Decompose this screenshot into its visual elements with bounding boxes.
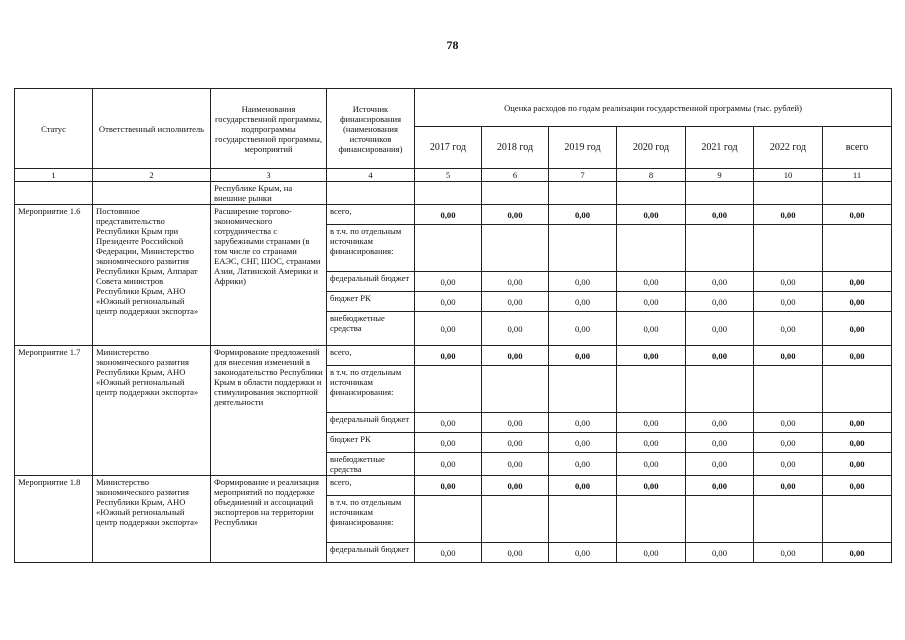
amount-cell: 0,00 (686, 413, 754, 433)
source-incl: в т.ч. по отдельным источникам финансирования: (327, 366, 415, 413)
amount-cell: 0,00 (617, 292, 686, 312)
measure-executor: Постоянное представительство Республики Крым при Президенте Российской Федерации, Министерство экономического развития Республики Крым, Аппарат Совета министров Республики Крым, АНО «Южный региональный центр поддержки экспорта» (93, 205, 211, 346)
amount-cell: 0,00 (482, 272, 549, 292)
amount-cell: 0,00 (686, 292, 754, 312)
col-number: 3 (211, 169, 327, 182)
col-number: 2 (93, 169, 211, 182)
source-total: всего, (327, 205, 415, 225)
col-number: 7 (549, 169, 617, 182)
amount-cell: 0,00 (482, 453, 549, 476)
header-name: Наименования государственной программы, подпрограммы государственной программы, мероприятий (211, 89, 327, 169)
empty-cell (617, 496, 686, 543)
amount-cell: 0,00 (754, 312, 823, 346)
amount-cell: 0,00 (415, 413, 482, 433)
year-total: всего (823, 127, 892, 169)
empty-cell (415, 366, 482, 413)
measure-row (15, 476, 892, 496)
amount-cell: 0,00 (823, 476, 892, 496)
measure-executor: Министерство экономического развития Республики Крым, АНО «Южный региональный центр поддержки экспорта» (93, 476, 211, 563)
amount-cell: 0,00 (482, 476, 549, 496)
measure-row (15, 346, 892, 366)
amount-cell: 0,00 (823, 205, 892, 225)
empty-cell (549, 496, 617, 543)
page-number: 78 (446, 38, 459, 52)
source-extra: внебюджетные средства (327, 453, 415, 476)
source-federal: федеральный бюджет (327, 413, 415, 433)
amount-cell: 0,00 (686, 346, 754, 366)
amount-cell: 0,00 (686, 312, 754, 346)
amount-cell: 0,00 (754, 453, 823, 476)
empty-cell (823, 225, 892, 272)
col-number: 6 (482, 169, 549, 182)
amount-cell: 0,00 (482, 292, 549, 312)
amount-cell: 0,00 (617, 346, 686, 366)
amount-cell: 0,00 (617, 312, 686, 346)
year-2021: 2021 год (686, 127, 754, 169)
col-numbers-row (15, 169, 892, 182)
empty-cell (415, 496, 482, 543)
empty-cell (617, 366, 686, 413)
amount-cell: 0,00 (482, 413, 549, 433)
year-2022: 2022 год (754, 127, 823, 169)
amount-cell: 0,00 (415, 476, 482, 496)
measure-status: Мероприятие 1.7 (15, 346, 93, 476)
measure-name: Расширение торгово-экономического сотрудничества с зарубежными странами (в том числе со странами ЕАЭС, СНГ, ШОС, странами Азии, Латинской Америки и Африки) (211, 205, 327, 346)
amount-cell: 0,00 (754, 476, 823, 496)
amount-cell: 0,00 (754, 272, 823, 292)
empty-cell (823, 366, 892, 413)
source-rk: бюджет РК (327, 292, 415, 312)
amount-cell: 0,00 (686, 476, 754, 496)
measure-name: Формирование предложений для внесения изменений в законодательство Республики Крым в области поддержки и стимулирования экспортной деятельности (211, 346, 327, 476)
source-incl: в т.ч. по отдельным источникам финансирования: (327, 496, 415, 543)
measure-status: Мероприятие 1.8 (15, 476, 93, 563)
amount-cell: 0,00 (754, 413, 823, 433)
amount-cell: 0,00 (823, 453, 892, 476)
empty-cell (754, 366, 823, 413)
continuation-text: Республике Крым, на внешние рынки (211, 182, 327, 205)
amount-cell: 0,00 (823, 413, 892, 433)
col-number: 1 (15, 169, 93, 182)
source-federal: федеральный бюджет (327, 543, 415, 563)
amount-cell: 0,00 (482, 346, 549, 366)
amount-cell: 0,00 (754, 433, 823, 453)
amount-cell: 0,00 (482, 543, 549, 563)
empty-cell (686, 225, 754, 272)
col-number: 4 (327, 169, 415, 182)
amount-cell: 0,00 (686, 272, 754, 292)
amount-cell: 0,00 (549, 205, 617, 225)
budget-table (14, 88, 892, 563)
empty-cell (823, 496, 892, 543)
empty-cell (617, 225, 686, 272)
amount-cell: 0,00 (549, 346, 617, 366)
col-number: 8 (617, 169, 686, 182)
header-executor: Ответственный исполнитель (93, 89, 211, 169)
amount-cell: 0,00 (754, 292, 823, 312)
amount-cell: 0,00 (415, 433, 482, 453)
continuation-row (15, 182, 892, 205)
amount-cell: 0,00 (754, 205, 823, 225)
amount-cell: 0,00 (482, 433, 549, 453)
col-number: 10 (754, 169, 823, 182)
empty-cell (482, 496, 549, 543)
amount-cell: 0,00 (415, 543, 482, 563)
amount-cell: 0,00 (549, 543, 617, 563)
amount-cell: 0,00 (415, 312, 482, 346)
header-status: Статус (15, 89, 93, 169)
amount-cell: 0,00 (686, 453, 754, 476)
empty-cell (482, 366, 549, 413)
year-2017: 2017 год (415, 127, 482, 169)
source-incl: в т.ч. по отдельным источникам финансирования: (327, 225, 415, 272)
amount-cell: 0,00 (482, 312, 549, 346)
empty-cell (686, 496, 754, 543)
amount-cell: 0,00 (415, 292, 482, 312)
amount-cell: 0,00 (823, 346, 892, 366)
measure-row (15, 205, 892, 225)
empty-cell (549, 225, 617, 272)
year-2018: 2018 год (482, 127, 549, 169)
source-total: всего, (327, 346, 415, 366)
header-source: Источник финансирования (наименования источников финансирования) (327, 89, 415, 169)
empty-cell (754, 225, 823, 272)
amount-cell: 0,00 (686, 205, 754, 225)
amount-cell: 0,00 (617, 433, 686, 453)
amount-cell: 0,00 (617, 476, 686, 496)
header-row (15, 89, 892, 127)
col-number: 5 (415, 169, 482, 182)
empty-cell (754, 496, 823, 543)
source-rk: бюджет РК (327, 433, 415, 453)
amount-cell: 0,00 (754, 543, 823, 563)
amount-cell: 0,00 (823, 312, 892, 346)
source-total: всего, (327, 476, 415, 496)
amount-cell: 0,00 (617, 205, 686, 225)
empty-cell (415, 225, 482, 272)
amount-cell: 0,00 (823, 433, 892, 453)
measure-executor: Министерство экономического развития Республики Крым, АНО «Южный региональный центр поддержки экспорта» (93, 346, 211, 476)
amount-cell: 0,00 (415, 453, 482, 476)
amount-cell: 0,00 (549, 272, 617, 292)
source-federal: федеральный бюджет (327, 272, 415, 292)
amount-cell: 0,00 (617, 272, 686, 292)
amount-cell: 0,00 (549, 413, 617, 433)
amount-cell: 0,00 (549, 292, 617, 312)
amount-cell: 0,00 (549, 433, 617, 453)
amount-cell: 0,00 (754, 346, 823, 366)
amount-cell: 0,00 (823, 292, 892, 312)
amount-cell: 0,00 (617, 413, 686, 433)
empty-cell (482, 225, 549, 272)
amount-cell: 0,00 (823, 543, 892, 563)
measure-name: Формирование и реализация мероприятий по поддержке объединений и ассоциаций экспортеров на территории Республики (211, 476, 327, 563)
amount-cell: 0,00 (549, 453, 617, 476)
empty-cell (549, 366, 617, 413)
measure-status: Мероприятие 1.6 (15, 205, 93, 346)
amount-cell: 0,00 (415, 272, 482, 292)
header-estimate: Оценка расходов по годам реализации государственной программы (тыс. рублей) (415, 89, 892, 127)
source-extra: внебюджетные средства (327, 312, 415, 346)
col-number: 9 (686, 169, 754, 182)
amount-cell: 0,00 (482, 205, 549, 225)
amount-cell: 0,00 (686, 543, 754, 563)
col-number: 11 (823, 169, 892, 182)
amount-cell: 0,00 (549, 312, 617, 346)
amount-cell: 0,00 (686, 433, 754, 453)
amount-cell: 0,00 (617, 543, 686, 563)
amount-cell: 0,00 (415, 205, 482, 225)
amount-cell: 0,00 (617, 453, 686, 476)
amount-cell: 0,00 (549, 476, 617, 496)
amount-cell: 0,00 (415, 346, 482, 366)
amount-cell: 0,00 (823, 272, 892, 292)
empty-cell (686, 366, 754, 413)
year-2020: 2020 год (617, 127, 686, 169)
year-2019: 2019 год (549, 127, 617, 169)
